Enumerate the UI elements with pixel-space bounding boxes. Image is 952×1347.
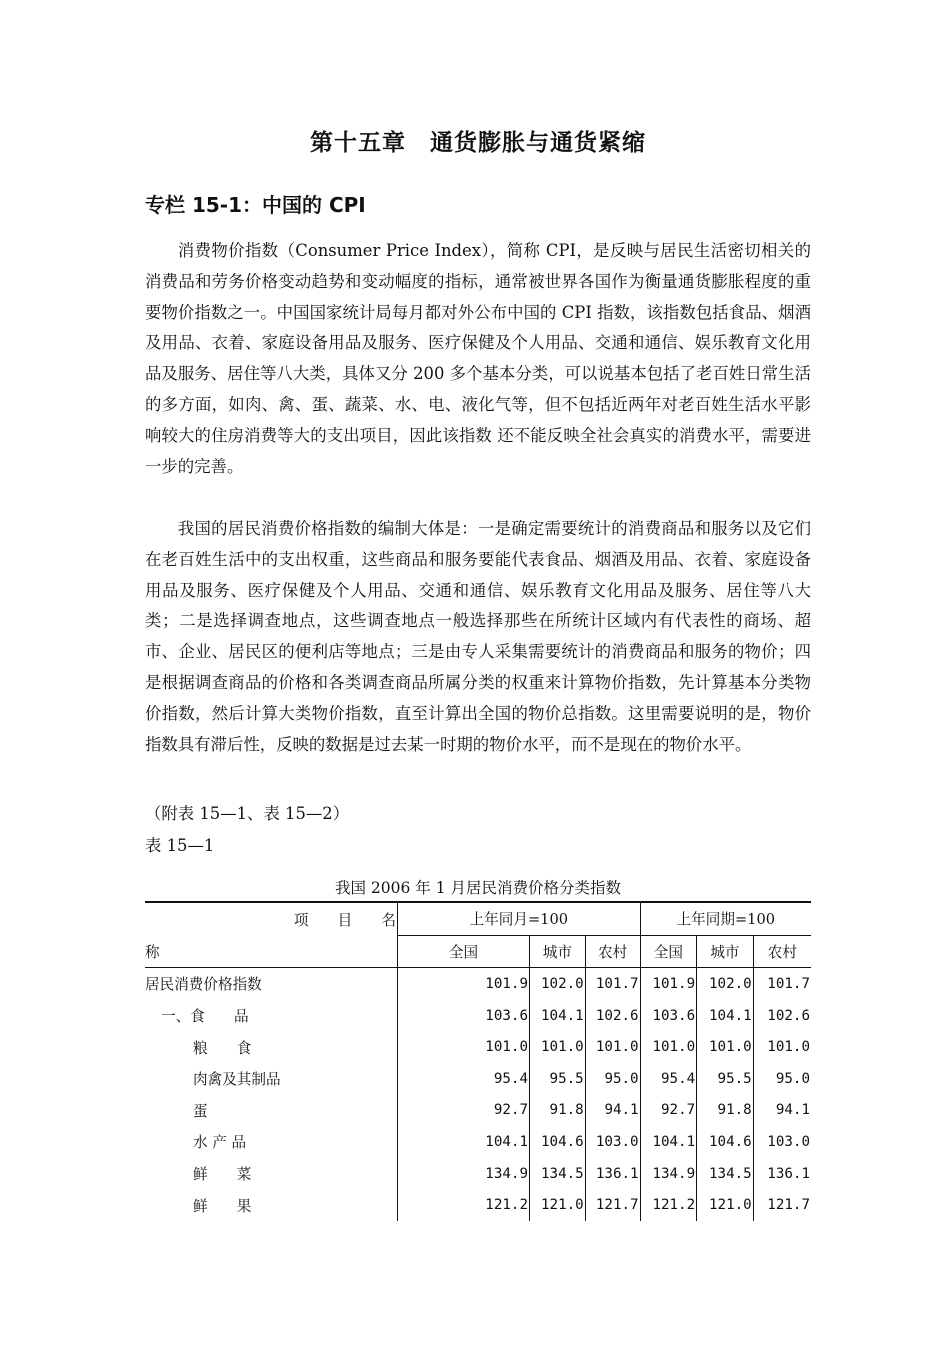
cell-value: 104.6 xyxy=(697,1126,754,1158)
row-label: 居民消费价格指数 xyxy=(145,968,398,1000)
cell-value: 102.6 xyxy=(585,1000,640,1032)
cell-value: 95.0 xyxy=(585,1063,640,1095)
cell-value: 134.9 xyxy=(398,1158,530,1190)
row-label: 鲜 果 xyxy=(145,1189,398,1221)
table-row xyxy=(145,968,811,1000)
cell-value: 101.7 xyxy=(585,968,640,1000)
cell-value: 104.6 xyxy=(530,1126,586,1158)
chapter-title: 第十五章 通货膨胀与通货紧缩 xyxy=(310,130,646,156)
cell-value: 101.0 xyxy=(767,1039,810,1056)
cell-value: 91.8 xyxy=(697,1095,754,1127)
cell-value: 104.1 xyxy=(640,1126,697,1158)
table-subheader-row xyxy=(145,935,811,968)
table-row xyxy=(145,1126,811,1158)
cell-value: 101.9 xyxy=(398,968,530,1000)
cell-value: 104.1 xyxy=(530,1000,586,1032)
cell-value: 104.1 xyxy=(697,1000,754,1032)
cell-value: 136.1 xyxy=(767,1165,810,1182)
cell-value: 102.0 xyxy=(530,968,586,1000)
table-caption: 我国 2006 年 1 月居民消费价格分类指数 xyxy=(334,879,622,897)
appendix-note: （附表 15—1、表 15—2） xyxy=(145,804,350,823)
cell-value: 91.8 xyxy=(530,1095,586,1127)
cell-value: 134.5 xyxy=(697,1158,754,1190)
table-row xyxy=(145,1095,811,1127)
group-header-same-period: 上年同期=100 xyxy=(640,902,811,935)
cell-value: 92.7 xyxy=(640,1095,697,1127)
row-label: 肉禽及其制品 xyxy=(145,1063,398,1095)
item-header-top: 项 目 名 xyxy=(145,902,398,935)
row-label: 一、食 品 xyxy=(145,1000,398,1032)
subheader-urban: 城市 xyxy=(530,935,586,968)
table-row xyxy=(145,1158,811,1190)
item-header-bottom: 称 xyxy=(145,935,398,968)
cell-value: 102.0 xyxy=(697,968,754,1000)
subheader-national: 全国 xyxy=(398,935,530,968)
cell-value: 101.0 xyxy=(585,1031,640,1063)
cell-value: 103.0 xyxy=(767,1133,810,1150)
subheader-rural: 农村 xyxy=(585,935,640,968)
table-header-row xyxy=(145,902,811,935)
cell-value: 121.0 xyxy=(530,1189,586,1221)
row-label: 蛋 xyxy=(145,1095,398,1127)
cell-value: 101.0 xyxy=(530,1031,586,1063)
cell-value: 95.5 xyxy=(530,1063,586,1095)
subheader-national-period: 全国 xyxy=(640,935,697,968)
cell-value: 121.0 xyxy=(697,1189,754,1221)
row-label: 水 产 品 xyxy=(145,1126,398,1158)
row-label: 鲜 菜 xyxy=(145,1158,398,1190)
cell-value: 95.4 xyxy=(640,1063,697,1095)
table-number: 表 15—1 xyxy=(145,836,215,855)
cell-value: 104.1 xyxy=(398,1126,530,1158)
cell-value: 101.0 xyxy=(398,1031,530,1063)
cell-value: 101.0 xyxy=(640,1031,697,1063)
cell-value: 121.2 xyxy=(640,1189,697,1221)
cell-value: 102.6 xyxy=(767,1007,810,1024)
cell-value: 95.5 xyxy=(697,1063,754,1095)
cell-value: 103.6 xyxy=(398,1000,530,1032)
cell-value: 121.2 xyxy=(398,1189,530,1221)
cpi-table xyxy=(145,901,811,1221)
cell-value: 103.0 xyxy=(585,1126,640,1158)
cell-value: 95.4 xyxy=(398,1063,530,1095)
cell-value: 95.0 xyxy=(775,1070,810,1087)
table-row xyxy=(145,1000,811,1032)
table-row xyxy=(145,1031,811,1063)
cell-value: 134.9 xyxy=(640,1158,697,1190)
table-row xyxy=(145,1189,811,1221)
cell-value: 101.0 xyxy=(697,1031,754,1063)
cell-value: 101.9 xyxy=(640,968,697,1000)
paragraph-cpi-compilation: 我国的居民消费价格指数的编制大体是：一是确定需要统计的消费商品和服务以及它们在老百姓生活中的支出权重，这些商品和服务要能代表食品、烟酒及用品、衣着、家庭设备用品及服务、医疗保健及个人用品、交通和通信、娱乐教育文化用品及服务、居住等八大类；二是选择调查地点，这些调查地点一般选择那些在所统计区域内有代表性的商场、超市、企业、居民区的便利店等地点；三是由专人采集需要统计的消费商品和服务的物价；四是根据调查商品的价格和各类调查商品所属分类的权重来计算物价指数，先计算基本分类物价指数，然后计算大类物价指数，直至计算出全国的物价总指数。这里需要说明的是，物价指数具有滞后性，反映的数据是过去某一时期的物价水平，而不是现在的物价水平。 xyxy=(145,519,811,754)
box-title: 专栏 15-1：中国的 CPI xyxy=(145,193,366,217)
cell-value: 121.7 xyxy=(585,1189,640,1221)
cell-value: 92.7 xyxy=(398,1095,530,1127)
row-label: 粮 食 xyxy=(145,1031,398,1063)
cell-value: 94.1 xyxy=(585,1095,640,1127)
cell-value: 101.7 xyxy=(767,975,810,992)
cell-value: 121.7 xyxy=(767,1197,810,1214)
subheader-rural-period: 农村 xyxy=(753,935,811,968)
table-row xyxy=(145,1063,811,1095)
group-header-same-month: 上年同月=100 xyxy=(398,902,641,935)
cell-value: 103.6 xyxy=(640,1000,697,1032)
paragraph-cpi-definition: 消费物价指数（Consumer Price Index），简称 CPI，是反映与居民生活密切相关的消费品和劳务价格变动趋势和变动幅度的指标，通常被世界各国作为衡量通货膨胀程度的重要物价指数之一。中国国家统计局每月都对外公布中国的 CPI 指数，该指数包括食品、烟酒及用品、衣着、家庭设备用品及服务、医疗保健及个人用品、交通和通信、娱乐教育文化用品及服务、居住等八大类，具体又分 200 多个基本分类，可以说基本包括了老百姓日常生活的多方面，如肉、禽、蛋、蔬菜、水、电、液化气等，但不包括近两年对老百姓生活水平影响较大的住房消费等大的支出项目，因此该指数 还不能反映全社会真实的消费水平，需要进一步的完善。 xyxy=(145,241,811,476)
cell-value: 94.1 xyxy=(775,1102,810,1119)
cell-value: 134.5 xyxy=(530,1158,586,1190)
subheader-urban-period: 城市 xyxy=(697,935,754,968)
cell-value: 136.1 xyxy=(585,1158,640,1190)
